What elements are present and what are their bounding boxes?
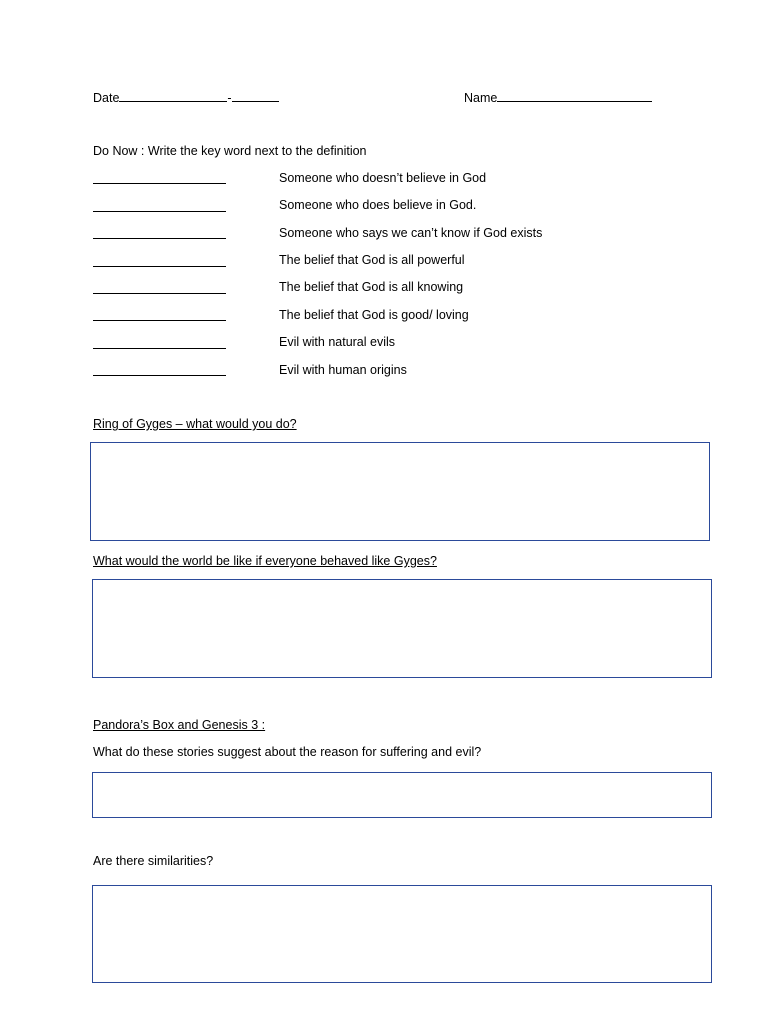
answer-line-2[interactable] [93,211,226,212]
name-blank[interactable] [497,89,652,102]
ring-of-gyges-heading: Ring of Gyges – what would you do? [93,417,297,431]
pandora-heading: Pandora’s Box and Genesis 3 : [93,718,266,732]
name-field[interactable] [464,89,652,105]
date-separator: - [227,91,232,105]
answer-line-7[interactable] [93,348,226,349]
similarities-answer-box[interactable] [92,885,712,983]
answer-line-4[interactable] [93,266,226,267]
definition-6: The belief that God is good/ loving [279,308,469,322]
name-label: Name [464,91,498,105]
suffering-answer-box[interactable] [92,772,712,818]
answer-line-6[interactable] [93,320,226,321]
similarities-question: Are there similarities? [93,854,214,868]
answer-line-8[interactable] [93,375,226,376]
world-gyges-heading: What would the world be like if everyone behaved like Gyges? [93,554,437,568]
do-now-instruction: Do Now : Write the key word next to the definition [93,144,367,158]
date-field[interactable] [93,89,279,105]
definition-8: Evil with human origins [279,363,407,377]
answer-line-5[interactable] [93,293,226,294]
definition-2: Someone who does believe in God. [279,198,477,212]
date-blank-2[interactable] [232,89,279,102]
ring-of-gyges-answer-box[interactable] [90,442,710,541]
answer-line-3[interactable] [93,238,226,239]
definition-4: The belief that God is all powerful [279,253,465,267]
world-gyges-answer-box[interactable] [92,579,712,678]
definition-5: The belief that God is all knowing [279,280,464,294]
date-label: Date [93,91,120,105]
date-blank-1[interactable] [119,89,227,102]
definition-1: Someone who doesn’t believe in God [279,171,487,185]
answer-line-1[interactable] [93,183,226,184]
suffering-question: What do these stories suggest about the reason for suffering and evil? [93,745,482,759]
definition-7: Evil with natural evils [279,335,396,349]
definition-3: Someone who says we can’t know if God exists [279,226,543,240]
